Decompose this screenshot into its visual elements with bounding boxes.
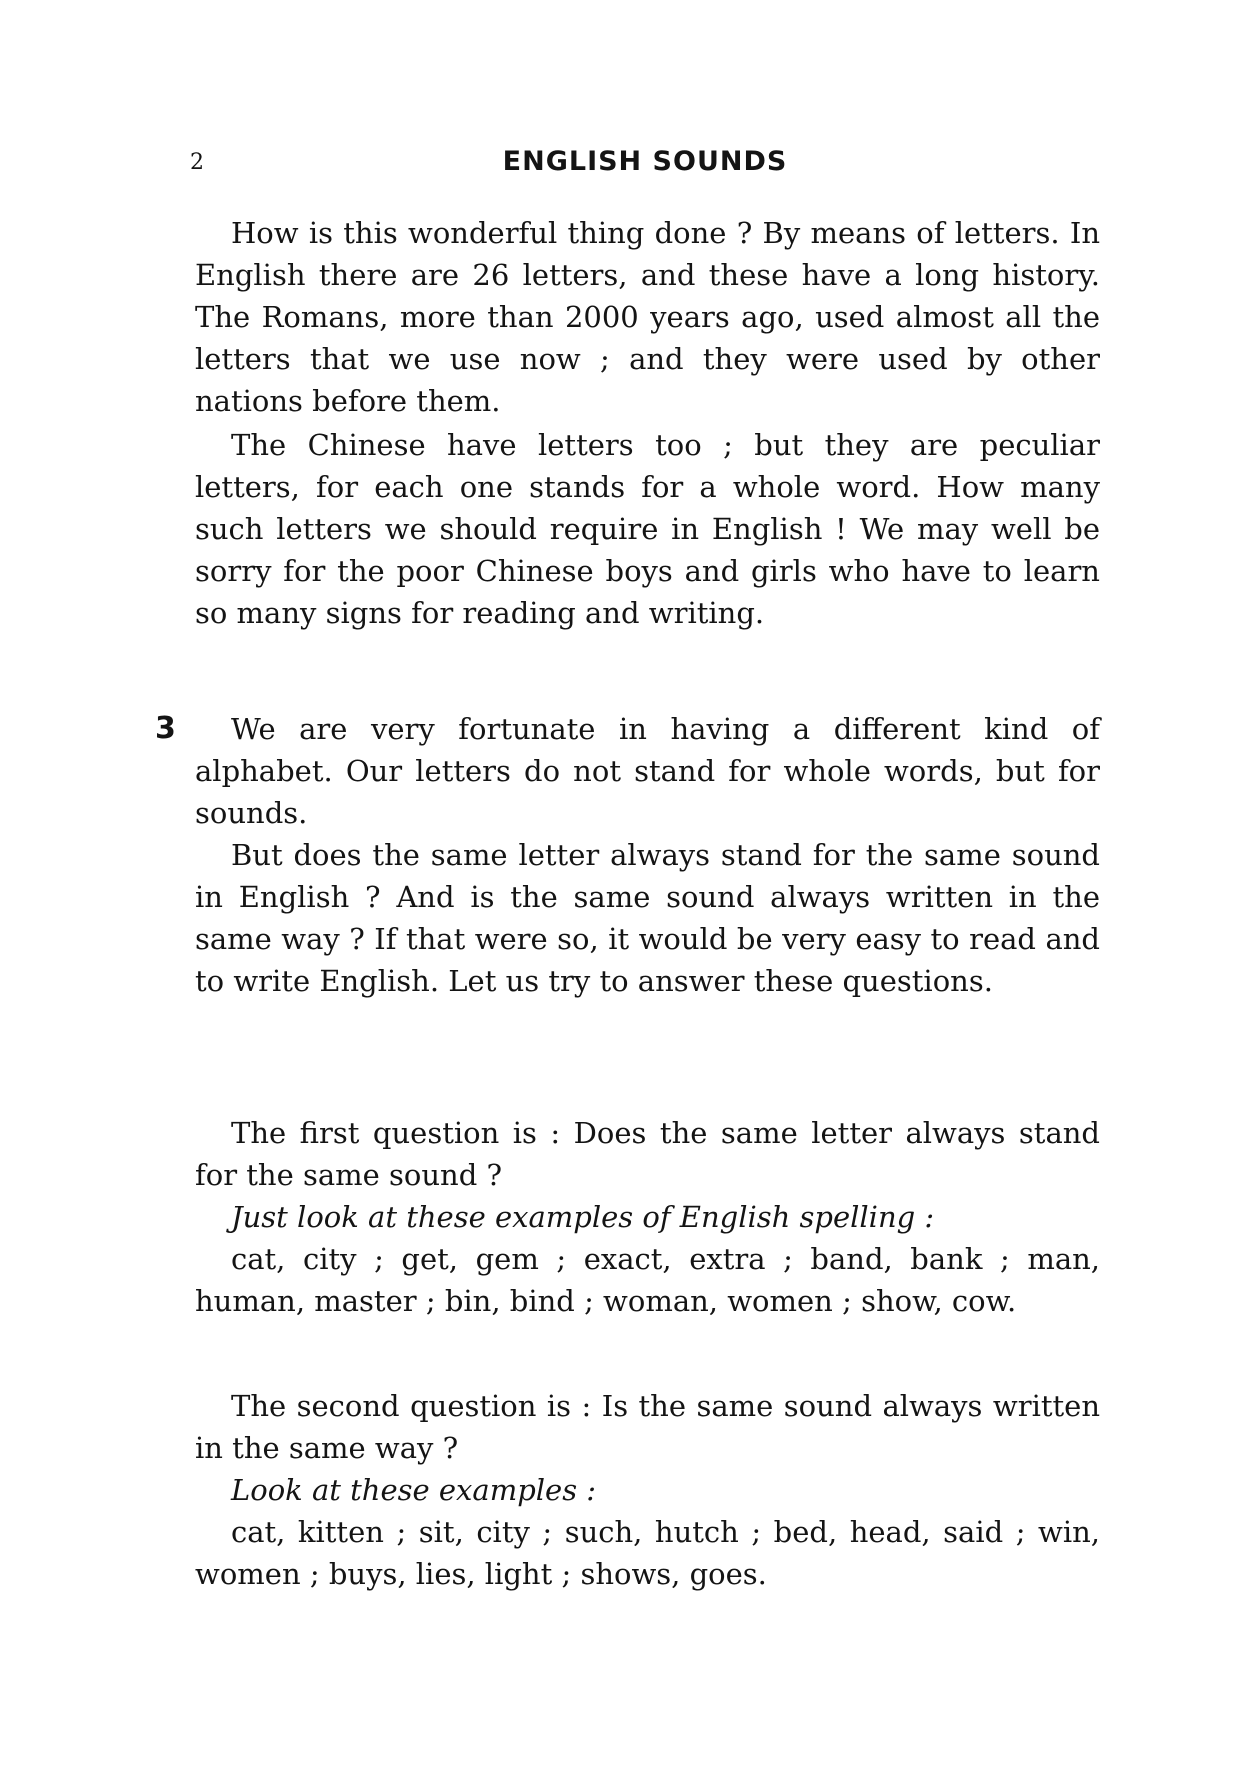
running-title: ENGLISH SOUNDS [502,146,788,177]
paragraph-alphabet: We are very fortunate in having a different kind of alphabet. Our letters do not stand for whole words, but for sounds. [195,712,1100,830]
paragraph-spelling-examples: cat, city ; get, gem ; exact, extra ; band, bank ; man, human, master ; bin, bind ; woman, women ; show, cow. [195,1242,1100,1318]
page-header [190,146,1100,186]
paragraph-sound-examples: cat, kitten ; sit, city ; such, hutch ; bed, head, said ; win, women ; buys, lies, light ; shows, goes. [195,1515,1100,1591]
section-number: 3 [155,711,176,746]
paragraph-letters-history: How is this wonderful thing done ? By means of letters. In English there are 26 letters, and these have a long history. The Romans, more than 2000 years ago, used almost all the letters that we use now ; and they were used by other nations before them. [195,216,1100,418]
paragraph-second-question: The second question is : Is the same sound always written in the same way ? [195,1389,1100,1465]
paragraph-first-question: The first question is : Does the same letter always stand for the same sound ? [195,1116,1100,1192]
paragraph-examples-intro-2: Look at these examples : [231,1473,597,1507]
paragraph-questions: But does the same letter always stand for the same sound in English ? And is the same sound always written in the same way ? If that were so, it would be very easy to read and to write English. Let us try to answer these questions. [195,838,1100,998]
page-number: 2 [190,150,204,175]
paragraph-chinese-letters: The Chinese have letters too ; but they are peculiar letters, for each one stands for a whole word. How many such letters we should require in English ! We may well be sorry for the poor Chinese boys and girls who have to learn so many signs for reading and writing. [195,428,1100,630]
paragraph-examples-intro-1: Just look at these examples of English spelling : [231,1200,935,1234]
